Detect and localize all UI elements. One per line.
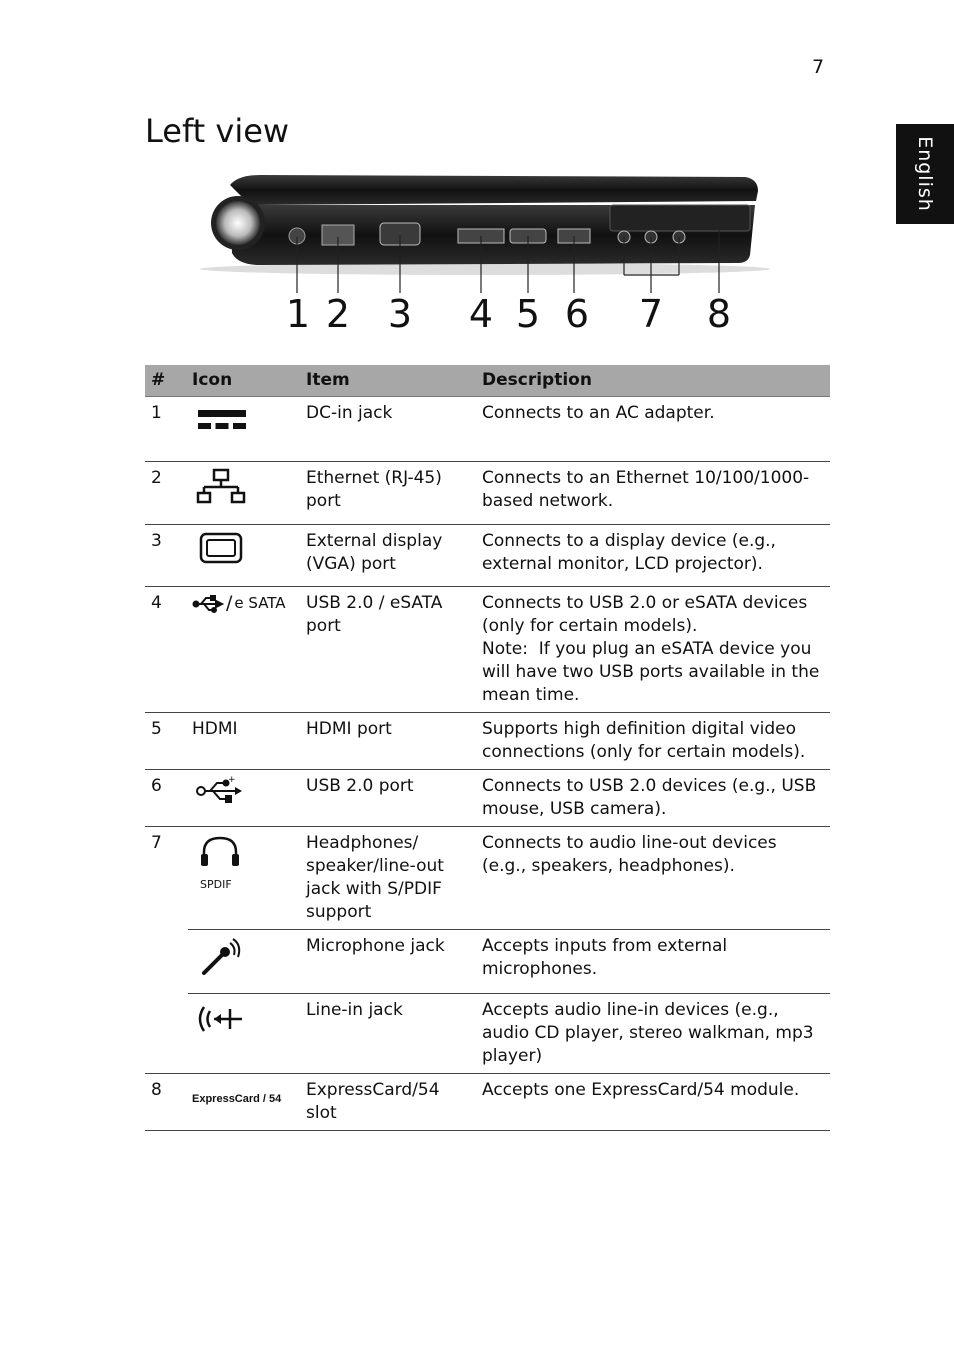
- row-item: Headphones/ speaker/line-out jack with S/PDIF support: [302, 827, 478, 930]
- ethernet-icon: [192, 467, 252, 507]
- row-item: Line-in jack: [302, 994, 478, 1074]
- ports-table: [145, 365, 830, 1131]
- spdif-label: SPDIF: [200, 878, 232, 891]
- callout-6: 6: [564, 292, 590, 336]
- language-tab-label: English: [914, 136, 936, 212]
- row-item: USB 2.0 / eSATA port: [302, 587, 478, 713]
- page-title: Left view: [145, 112, 290, 150]
- esata-label: e SATA: [234, 594, 286, 612]
- note-text: If you plug an eSATA device you will have two USB ports available in the mean time.: [482, 639, 820, 705]
- language-tab: [896, 124, 954, 224]
- dc-in-icon: [192, 402, 252, 436]
- note-label: Note:: [482, 639, 528, 659]
- microphone-icon: [192, 935, 248, 979]
- row-icon-cell: [188, 1074, 302, 1131]
- row-icon-cell: [188, 587, 302, 713]
- table-row: [145, 770, 830, 827]
- row-description: Connects to an Ethernet 10/100/1000-based network.: [478, 462, 830, 525]
- row-description: Supports high definition digital video connections (only for certain models).: [478, 713, 830, 770]
- headphones-icon: [192, 832, 248, 870]
- row-item: Ethernet (RJ-45) port: [302, 462, 478, 525]
- row-item: ExpressCard/54 slot: [302, 1074, 478, 1131]
- table-row: [145, 994, 830, 1074]
- callout-4: 4: [468, 292, 494, 336]
- hdmi-label: HDMI: [192, 719, 238, 739]
- row-item: Microphone jack: [302, 930, 478, 994]
- row-item: External display (VGA) port: [302, 525, 478, 587]
- row-description: Accepts one ExpressCard/54 module.: [478, 1074, 830, 1131]
- row-number: 2: [145, 462, 188, 525]
- table-row: [145, 397, 830, 462]
- svg-text:+: +: [228, 775, 236, 785]
- row-number: 1: [145, 397, 188, 462]
- vga-icon: [192, 530, 252, 566]
- header-description: Description: [478, 365, 830, 397]
- row-number: 3: [145, 525, 188, 587]
- row-description: Connects to USB 2.0 devices (e.g., USB mouse, USB camera).: [478, 770, 830, 827]
- icon-slash: /: [226, 592, 233, 614]
- row-icon-cell: [188, 525, 302, 587]
- expresscard-label: ExpressCard / 54: [192, 1093, 282, 1105]
- row-number: 7: [151, 833, 162, 853]
- row-description: Connects to an AC adapter.: [478, 397, 830, 462]
- row-item: DC-in jack: [302, 397, 478, 462]
- row-description-text: Connects to USB 2.0 or eSATA devices (only for certain models).: [482, 593, 808, 636]
- usb-esata-icon: [192, 593, 224, 615]
- header-number: #: [145, 365, 188, 397]
- row-description: Accepts audio line-in devices (e.g., audio CD player, stereo walkman, mp3 player): [478, 994, 830, 1074]
- row-item: HDMI port: [302, 713, 478, 770]
- row-description: Connects to audio line-out devices (e.g., speakers, headphones).: [478, 827, 830, 930]
- row-number: 5: [145, 713, 188, 770]
- table-row: [145, 713, 830, 770]
- callout-7: 7: [638, 292, 664, 336]
- header-item: Item: [302, 365, 478, 397]
- row-number: 8: [145, 1074, 188, 1131]
- header-icon: Icon: [188, 365, 302, 397]
- table-row: [145, 827, 830, 930]
- table-row: [145, 1074, 830, 1131]
- callout-5: 5: [515, 292, 541, 336]
- row-icon-cell: [188, 713, 302, 770]
- row-number: [145, 930, 188, 994]
- row-number: [145, 994, 188, 1074]
- row-icon-cell: [188, 994, 302, 1074]
- table-header-row: [145, 365, 830, 397]
- row-description: [478, 587, 830, 713]
- row-number: 4: [145, 587, 188, 713]
- line-in-icon: [192, 999, 248, 1039]
- row-number: 6: [145, 770, 188, 827]
- table-row: [145, 525, 830, 587]
- row-icon-cell: [188, 827, 302, 930]
- row-icon-cell: [188, 930, 302, 994]
- table-row: [145, 462, 830, 525]
- row-description: Connects to a display device (e.g., external monitor, LCD projector).: [478, 525, 830, 587]
- table-row: [145, 587, 830, 713]
- page-number: 7: [812, 56, 825, 78]
- callout-1: 1: [285, 292, 311, 336]
- row-description: Accepts inputs from external microphones.: [478, 930, 830, 994]
- row-icon-cell: [188, 462, 302, 525]
- table-row: [145, 930, 830, 994]
- callout-3: 3: [387, 292, 413, 336]
- callout-2: 2: [325, 292, 351, 336]
- usb-icon: [192, 775, 248, 805]
- callout-8: 8: [706, 292, 732, 336]
- row-item: USB 2.0 port: [302, 770, 478, 827]
- row-icon-cell: [188, 770, 302, 827]
- row-icon-cell: [188, 397, 302, 462]
